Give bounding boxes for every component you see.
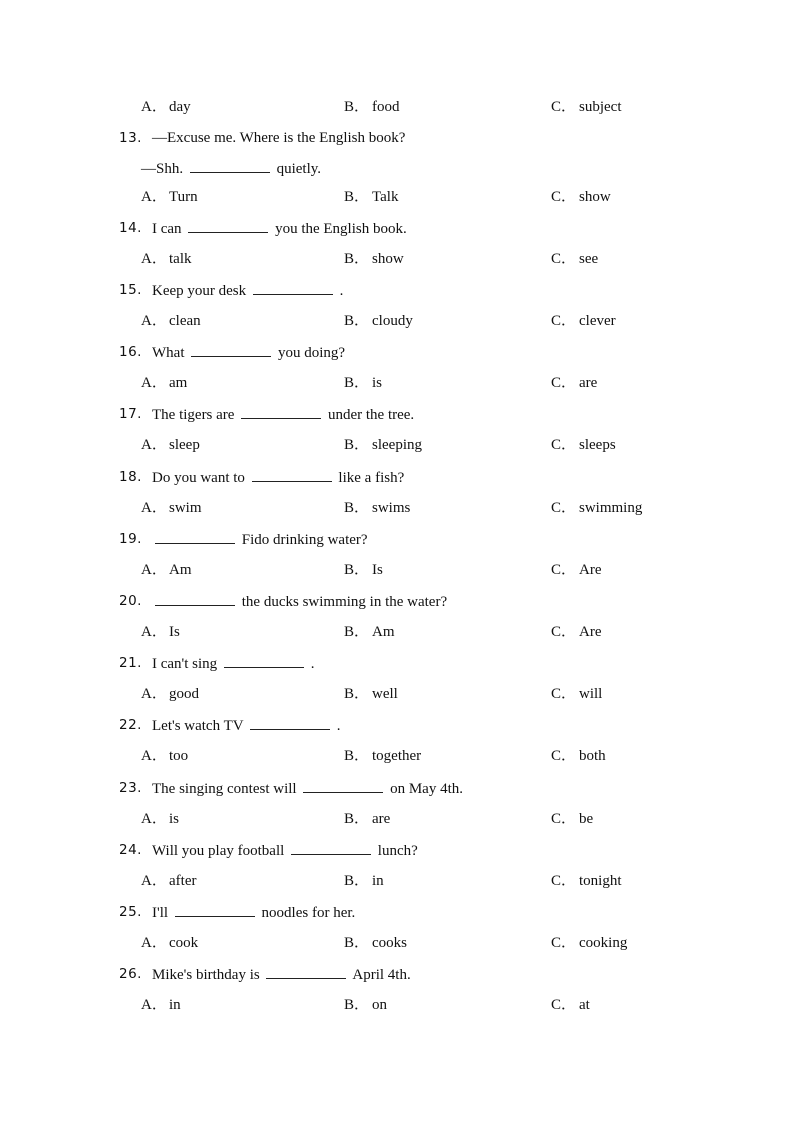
- option-a: [141, 97, 191, 117]
- option-letter: B．: [344, 562, 370, 578]
- option-a: [141, 435, 200, 455]
- question-number: 18.: [119, 469, 142, 485]
- option-letter: B．: [344, 811, 370, 827]
- question-text-after: the ducks swimming in the water?: [241, 594, 448, 610]
- question-text: [152, 964, 411, 985]
- answer-blank: [188, 218, 268, 233]
- option-text: on: [372, 997, 387, 1013]
- answer-blank: [253, 280, 333, 295]
- question-number: 19.: [119, 531, 142, 547]
- option-letter: B．: [344, 624, 370, 640]
- option-c: [551, 933, 627, 953]
- option-b: [344, 187, 398, 207]
- option-b: [344, 311, 413, 331]
- option-text: show: [579, 189, 611, 205]
- option-letter: C．: [551, 189, 577, 205]
- question-text-before: Let's watch TV: [152, 718, 244, 734]
- option-letter: C．: [551, 686, 577, 702]
- option-letter: A．: [141, 748, 167, 764]
- option-c: [551, 560, 602, 580]
- question-number: 26.: [119, 966, 142, 982]
- question-text-after: Fido drinking water?: [241, 532, 368, 548]
- option-text: is: [372, 375, 383, 391]
- question-number: 23.: [119, 780, 142, 796]
- option-a: [141, 871, 196, 891]
- option-text: swimming: [579, 500, 643, 516]
- option-letter: C．: [551, 437, 577, 453]
- option-letter: A．: [141, 935, 167, 951]
- option-text: am: [169, 375, 188, 391]
- question-text-after: .: [336, 718, 341, 734]
- option-letter: C．: [551, 811, 577, 827]
- question-text-after: like a fish?: [338, 470, 405, 486]
- option-letter: C．: [551, 624, 577, 640]
- option-b: [344, 871, 384, 891]
- option-text: swim: [169, 500, 202, 516]
- option-letter: B．: [344, 437, 370, 453]
- option-letter: B．: [344, 686, 370, 702]
- option-a: [141, 995, 181, 1015]
- option-a: [141, 498, 202, 518]
- option-letter: B．: [344, 375, 370, 391]
- option-letter: C．: [551, 935, 577, 951]
- option-text: swims: [372, 500, 411, 516]
- option-text: in: [169, 997, 181, 1013]
- option-c: [551, 684, 602, 704]
- option-letter: A．: [141, 99, 167, 115]
- option-letter: C．: [551, 500, 577, 516]
- option-letter: B．: [344, 873, 370, 889]
- option-text: show: [372, 251, 404, 267]
- question-number: 20.: [119, 593, 142, 609]
- option-letter: B．: [344, 500, 370, 516]
- question-text-before: —Shh.: [141, 161, 184, 177]
- option-text: at: [579, 997, 590, 1013]
- option-text: cooks: [372, 935, 407, 951]
- option-letter: A．: [141, 686, 167, 702]
- option-letter: C．: [551, 748, 577, 764]
- answer-blank: [224, 653, 304, 668]
- question-text-before: Will you play football: [152, 843, 285, 859]
- option-b: [344, 560, 383, 580]
- answer-blank: [191, 342, 271, 357]
- option-text: cook: [169, 935, 199, 951]
- option-c: [551, 249, 598, 269]
- option-a: [141, 746, 188, 766]
- option-b: [344, 809, 390, 829]
- option-a: [141, 684, 199, 704]
- question-number: 14.: [119, 220, 142, 236]
- question-text-after: noodles for her.: [261, 905, 356, 921]
- answer-blank: [266, 964, 346, 979]
- question-text: [141, 158, 321, 179]
- option-b: [344, 995, 387, 1015]
- option-text: too: [169, 748, 189, 764]
- option-letter: C．: [551, 99, 577, 115]
- option-text: well: [372, 686, 398, 702]
- question-text-before: Keep your desk: [152, 283, 247, 299]
- option-text: subject: [579, 99, 622, 115]
- option-c: [551, 995, 590, 1015]
- question-text-before: I can't sing: [152, 656, 218, 672]
- question-text: [152, 342, 345, 363]
- question-text: [152, 840, 418, 861]
- question-number: 24.: [119, 842, 142, 858]
- option-text: in: [372, 873, 384, 889]
- question-text-before: Do you want to: [152, 470, 245, 486]
- option-b: [344, 435, 422, 455]
- option-letter: A．: [141, 500, 167, 516]
- option-letter: A．: [141, 375, 167, 391]
- question-number: 16.: [119, 344, 142, 360]
- option-letter: A．: [141, 997, 167, 1013]
- option-b: [344, 97, 400, 117]
- question-text-before: The singing contest will: [152, 781, 297, 797]
- option-text: Are: [579, 624, 602, 640]
- option-letter: B．: [344, 251, 370, 267]
- option-letter: B．: [344, 748, 370, 764]
- question-text-before: What: [152, 345, 185, 361]
- answer-blank: [155, 591, 235, 606]
- question-text-after: under the tree.: [327, 407, 415, 423]
- question-number: 15.: [119, 282, 142, 298]
- question-text: [152, 128, 405, 148]
- option-text: Turn: [169, 189, 198, 205]
- question-number: 17.: [119, 406, 142, 422]
- option-letter: C．: [551, 313, 577, 329]
- option-letter: C．: [551, 997, 577, 1013]
- question-text-before: —Excuse me. Where is the English book?: [152, 130, 406, 146]
- option-letter: A．: [141, 313, 167, 329]
- option-text: is: [169, 811, 180, 827]
- option-text: Talk: [372, 189, 399, 205]
- question-number: 21.: [119, 655, 142, 671]
- question-text: [152, 404, 414, 425]
- option-b: [344, 746, 421, 766]
- option-text: day: [169, 99, 191, 115]
- option-b: [344, 498, 410, 518]
- option-text: sleeping: [372, 437, 422, 453]
- question-number: 13.: [119, 130, 142, 146]
- question-text-before: The tigers are: [152, 407, 235, 423]
- option-letter: B．: [344, 189, 370, 205]
- option-b: [344, 249, 404, 269]
- option-a: [141, 933, 198, 953]
- option-text: talk: [169, 251, 192, 267]
- option-text: good: [169, 686, 199, 702]
- question-text-after: .: [339, 283, 344, 299]
- option-letter: B．: [344, 313, 370, 329]
- option-c: [551, 871, 622, 891]
- question-number: 25.: [119, 904, 142, 920]
- question-text-after: on May 4th.: [390, 781, 463, 797]
- answer-blank: [291, 840, 371, 855]
- option-a: [141, 373, 187, 393]
- option-text: tonight: [579, 873, 622, 889]
- option-text: Are: [579, 562, 602, 578]
- option-letter: A．: [141, 873, 167, 889]
- option-c: [551, 498, 642, 518]
- option-letter: A．: [141, 811, 167, 827]
- option-letter: A．: [141, 189, 167, 205]
- option-text: both: [579, 748, 606, 764]
- option-letter: B．: [344, 99, 370, 115]
- option-text: together: [372, 748, 422, 764]
- option-c: [551, 809, 593, 829]
- option-text: sleeps: [579, 437, 616, 453]
- question-text-before: I'll: [152, 905, 169, 921]
- question-text-after: quietly.: [276, 161, 322, 177]
- question-text: [152, 467, 404, 488]
- question-text-after: you doing?: [277, 345, 346, 361]
- option-text: Am: [372, 624, 395, 640]
- question-text-before: Mike's birthday is: [152, 967, 260, 983]
- option-text: cooking: [579, 935, 628, 951]
- question-text: [152, 715, 341, 736]
- option-letter: C．: [551, 375, 577, 391]
- question-text: [152, 778, 463, 799]
- option-text: are: [579, 375, 598, 391]
- answer-blank: [241, 404, 321, 419]
- option-text: cloudy: [372, 313, 413, 329]
- answer-blank: [250, 715, 330, 730]
- option-text: are: [372, 811, 391, 827]
- answer-blank: [155, 529, 235, 544]
- option-letter: C．: [551, 873, 577, 889]
- option-a: [141, 622, 180, 642]
- option-b: [344, 684, 398, 704]
- option-letter: A．: [141, 437, 167, 453]
- option-letter: C．: [551, 562, 577, 578]
- option-b: [344, 933, 407, 953]
- question-text: [152, 591, 447, 612]
- option-b: [344, 622, 395, 642]
- option-letter: B．: [344, 935, 370, 951]
- question-text-after: lunch?: [377, 843, 418, 859]
- option-c: [551, 97, 622, 117]
- option-letter: A．: [141, 251, 167, 267]
- question-text: [152, 218, 407, 239]
- option-c: [551, 187, 611, 207]
- option-text: clever: [579, 313, 616, 329]
- option-letter: A．: [141, 562, 167, 578]
- question-text: [152, 902, 355, 923]
- option-text: Is: [372, 562, 383, 578]
- option-text: see: [579, 251, 599, 267]
- option-text: will: [579, 686, 603, 702]
- question-text-after: you the English book.: [275, 221, 407, 237]
- option-letter: A．: [141, 624, 167, 640]
- option-c: [551, 622, 602, 642]
- question-text: [152, 280, 343, 301]
- answer-blank: [252, 467, 332, 482]
- option-text: food: [372, 99, 400, 115]
- option-a: [141, 809, 179, 829]
- question-text: [152, 653, 314, 674]
- option-letter: B．: [344, 997, 370, 1013]
- question-text-after: April 4th.: [352, 967, 411, 983]
- option-letter: C．: [551, 251, 577, 267]
- option-c: [551, 373, 597, 393]
- option-a: [141, 249, 192, 269]
- question-text-before: I can: [152, 221, 182, 237]
- option-a: [141, 560, 192, 580]
- option-text: sleep: [169, 437, 200, 453]
- option-c: [551, 746, 606, 766]
- option-text: Am: [169, 562, 192, 578]
- option-a: [141, 187, 198, 207]
- answer-blank: [175, 902, 255, 917]
- question-text: [152, 529, 368, 550]
- answer-blank: [190, 158, 270, 173]
- option-text: be: [579, 811, 594, 827]
- question-text-after: .: [310, 656, 315, 672]
- option-text: Is: [169, 624, 180, 640]
- option-text: after: [169, 873, 197, 889]
- option-c: [551, 311, 616, 331]
- option-c: [551, 435, 616, 455]
- option-a: [141, 311, 201, 331]
- option-text: clean: [169, 313, 201, 329]
- answer-blank: [303, 778, 383, 793]
- question-number: 22.: [119, 717, 142, 733]
- option-b: [344, 373, 382, 393]
